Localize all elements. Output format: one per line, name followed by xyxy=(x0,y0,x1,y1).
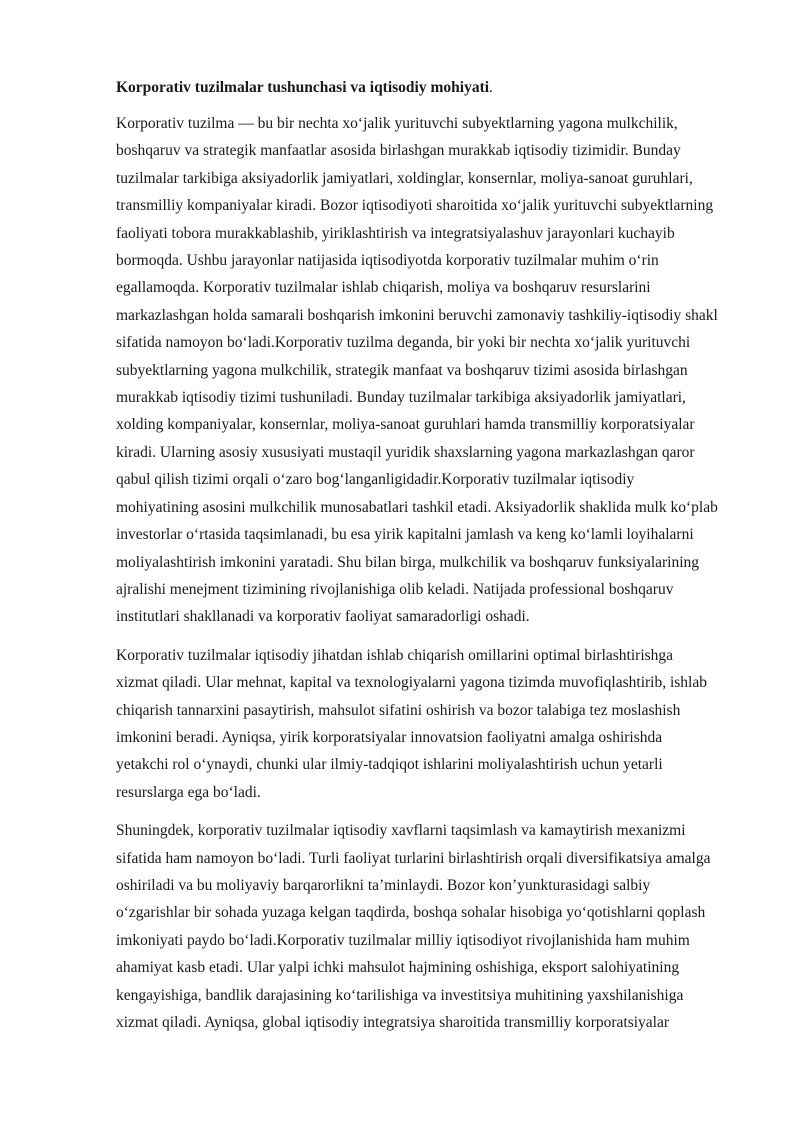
heading-title: Korporativ tuzilmalar tushunchasi va iqtisodiy mohiyati xyxy=(116,79,490,96)
paragraph-2: Korporativ tuzilmalar iqtisodiy jihatdan ishlab chiqarish omillarini optimal birlashtirishga xizmat qiladi. Ular mehnat, kapital va texnologiyalarni yagona tizimda muvofiqlashtirib, ishlab chiqarish tannarxini pasaytirish, mahsulot sifatini oshirish va bozor talabiga tez moslashish imkonini beradi. Ayniqsa, yirik korporatsiyalar innovatsion faoliyatni amalga oshirishda yetakchi rol o‘ynaydi, chunki ular ilmiy-tadqiqot ishlarini moliyalashtirish uchun yetarli resurslarga ega bo‘ladi. xyxy=(116,646,707,801)
paragraph-3: Shuningdek, korporativ tuzilmalar iqtisodiy xavflarni taqsimlash va kamaytirish mexanizmi sifatida ham namoyon bo‘ladi. Turli faoliyat turlarini birlashtirish orqali diversifikatsiya amalga oshiriladi va bu moliyaviy barqarorlikni ta’minlaydi. Bozor kon’yunkturasidagi salbiy o‘zgarishlar bir sohada yuzaga kelgan taqdirda, boshqa sohalar hisobiga yo‘qotishlarni qoplash imkoniyati paydo bo‘ladi.Korporativ tuzilmalar milliy iqtisodiyot rivojlanishida ham muhim ahamiyat kasb etadi. Ular yalpi ichki mahsulot hajmining oshishiga, eksport salohiyatining kengayishiga, bandlik darajasining ko‘tarilishiga va investitsiya muhitining yaxshilanishiga xizmat qiladi. Ayniqsa, global iqtisodiy integratsiya sharoitida transmilliy korporatsiyalar xyxy=(116,822,711,1031)
heading-suffix: . xyxy=(489,79,493,96)
document-heading xyxy=(116,76,718,100)
paragraph-1: Korporativ tuzilma — bu bir nechta xo‘jalik yurituvchi subyektlarning yagona mulkchilik, boshqaruv va strategik manfaatlar asosida birlashgan murakkab iqtisodiy tizimidir. Bunday tuzilmalar tarkibiga aksiyadorlik jamiyatlari, xoldinglar, konsernlar, moliya-sanoat guruhlari, transmilliy kompaniyalar kiradi. Bozor iqtisodiyoti sharoitida xo‘jalik yurituvchi subyektlarning faoliyati tobora murakkablashib, yiriklashtirish va integratsiyalashuv jarayonlari kuchayib bormoqda. Ushbu jarayonlar natijasida iqtisodiyotda korporativ tuzilmalar muhim o‘rin egallamoqda. Korporativ tuzilmalar ishlab chiqarish, moliya va boshqaruv resurslarini markazlashgan holda samarali boshqarish imkonini beruvchi zamonaviy tashkiliy-iqtisodiy shakl sifatida namoyon bo‘ladi.Korporativ tuzilma deganda, bir yoki bir nechta xo‘jalik yurituvchi subyektlarning yagona mulkchilik, strategik manfaat va boshqaruv tizimi asosida birlashgan murakkab iqtisodiy tizimi tushuniladi. Bunday tuzilmalar tarkibiga aksiyadorlik jamiyatlari, xolding kompaniyalar, konsernlar, moliya-sanoat guruhlari hamda transmilliy korporatsiyalar kiradi. Ularning asosiy xususiyati mustaqil yuridik shaxslarning yagona markazlashgan qaror qabul qilish tizimi orqali o‘zaro bog‘langanligidadir.Korporativ tuzilmalar iqtisodiy mohiyatining asosini mulkchilik munosabatlari tashkil etadi. Aksiyadorlik shaklida mulk ko‘plab investorlar o‘rtasida taqsimlanadi, bu esa yirik kapitalni jamlash va keng ko‘lamli loyihalarni moliyalashtirish imkonini yaratadi. Shu bilan birga, mulkchilik va boshqaruv funksiyalarining ajralishi menejment tizimining rivojlanishiga olib keladi. Natijada professional boshqaruv institutlari shakllanadi va korporativ faoliyat samaradorligi oshadi. xyxy=(116,115,718,626)
